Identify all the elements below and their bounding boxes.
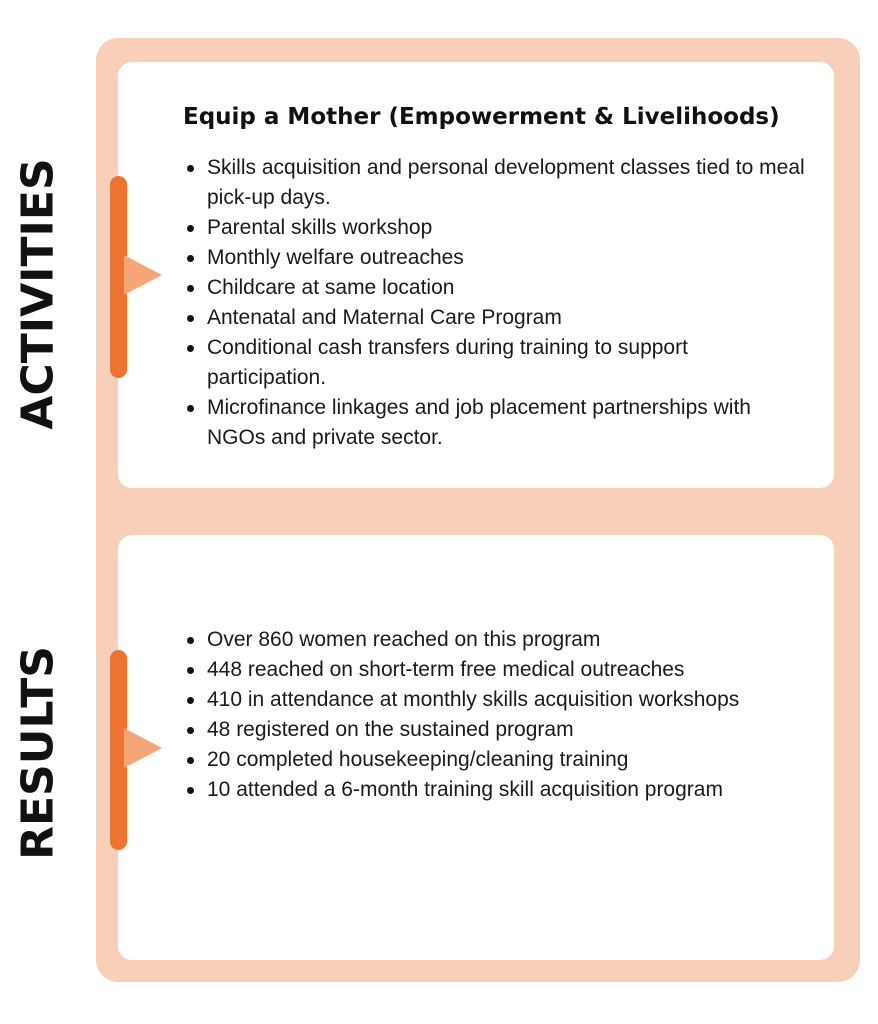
activities-label-text: ACTIVITIES [12,158,64,430]
activities-list [185,153,805,453]
results-pointer-arrow-icon [124,728,162,768]
list-item: 10 attended a 6-month training skill acquisition program [185,775,805,805]
list-item: 48 registered on the sustained program [185,715,805,745]
results-label-text: RESULTS [12,646,64,860]
list-item: Microfinance linkages and job placement partnerships with NGOs and private sector. [185,393,805,453]
list-item: Monthly welfare outreaches [185,243,805,273]
list-item: Skills acquisition and personal development classes tied to meal pick-up days. [185,153,805,213]
activities-title: Equip a Mother (Empowerment & Livelihoods) [183,104,780,130]
list-item: 410 in attendance at monthly skills acquisition workshops [185,685,805,715]
list-item: Parental skills workshop [185,213,805,243]
list-item: Childcare at same location [185,273,805,303]
results-list [185,625,805,805]
activities-pointer-arrow-icon [124,255,162,295]
list-item: 448 reached on short-term free medical outreaches [185,655,805,685]
list-item: 20 completed housekeeping/cleaning training [185,745,805,775]
list-item: Conditional cash transfers during training to support participation. [185,333,805,393]
list-item: Over 860 women reached on this program [185,625,805,655]
list-item: Antenatal and Maternal Care Program [185,303,805,333]
